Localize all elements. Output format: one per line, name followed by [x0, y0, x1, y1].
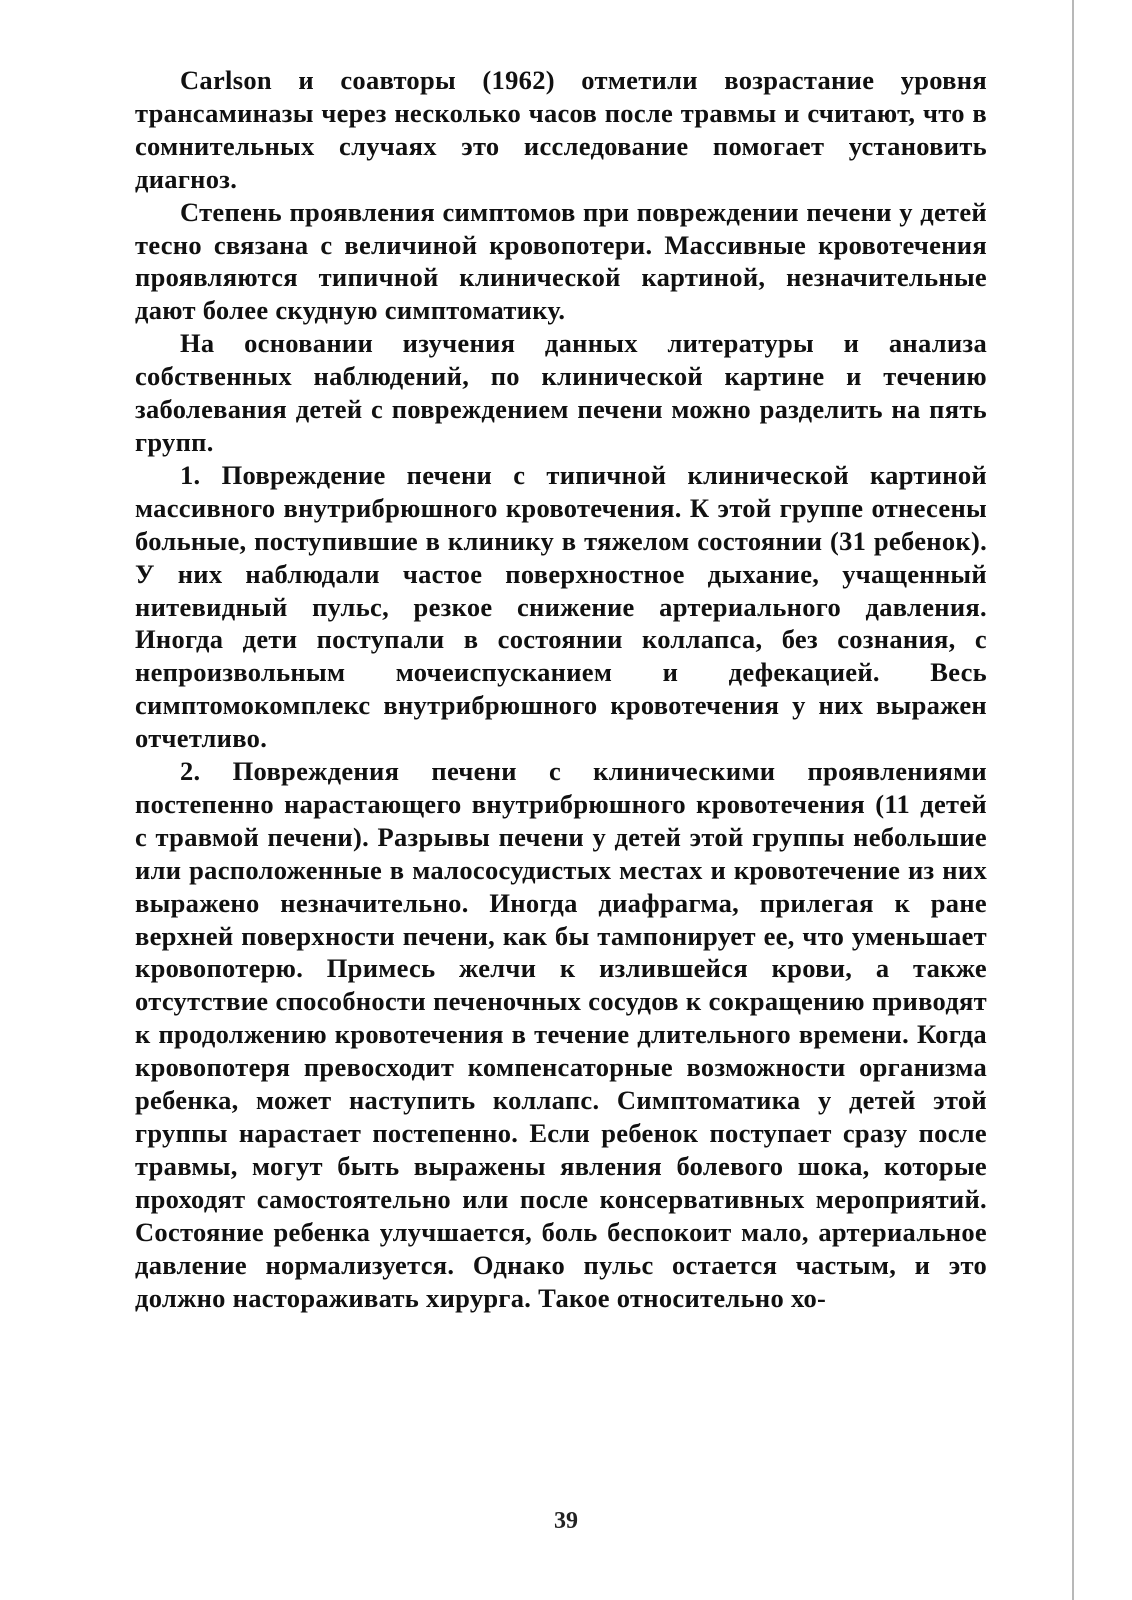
body-text: [135, 64, 987, 1314]
paragraph-transaminase: Carlson и соавторы (1962) отметили возрастание уровня трансаминазы через несколько часов после травмы и считают, что в сомнительных случаях это исследование помогает установить диагноз.: [135, 65, 987, 194]
page-edge-rule: [1072, 0, 1074, 1600]
paragraph-group-1: 1. Повреждение печени с типичной клинической картиной массивного внутрибрюшного кровотечения. К этой группе отнесены больные, поступившие в клинику в тяжелом состоянии (31 ребенок). У них наблюдали частое поверхностное дыхание, учащенный нитевидный пульс, резкое снижение артериального давления. Иногда дети поступали в состоянии коллапса, без сознания, с непроизвольным мочеиспусканием и дефекацией. Весь симптомокомплекс внутрибрюшного кровотечения у них выражен отчетливо.: [135, 459, 987, 754]
paragraph-five-groups: На основании изучения данных литературы и анализа собственных наблюдений, по клинической картине и течению заболевания детей с повреждением печени можно разделить на пять групп.: [135, 328, 987, 457]
page-number: 39: [554, 1508, 578, 1534]
paragraph-symptom-severity: Степень проявления симптомов при повреждении печени у детей тесно связана с величиной кровопотери. Массивные кровотечения проявляются типичной клинической картиной, незначительные дают более скудную симптоматику.: [135, 196, 987, 326]
paragraph-group-2: 2. Повреждения печени с клиническими проявлениями постепенно нарастающего внутрибрюшного кровотечения (11 детей с травмой печени). Разрывы печени у детей этой группы небольшие или расположенные в малососудистых местах и кровотечение из них выражено незначительно. Иногда диафрагма, прилегая к ране верхней поверхности печени, как бы тампонирует ее, что уменьшает кровопотерю. Примесь желчи к излившейся крови, а также отсутствие способности печеночных сосудов к сокращению приводят к продолжению кровотечения в течение длительного времени. Когда кровопотеря превосходит компенсаторные возможности организма ребенка, может наступить коллапс. Симптоматика у детей этой группы нарастает постепенно. Если ребенок поступает сразу после травмы, могут быть выражены явления болевого шока, которые проходят самостоятельно или после консервативных мероприятий. Состояние ребенка улучшается, боль беспокоит мало, артериальное давление нормализуется. Однако пульс остается частым, и это должно настораживать хирурга. Такое относительно хо-: [135, 756, 987, 1313]
